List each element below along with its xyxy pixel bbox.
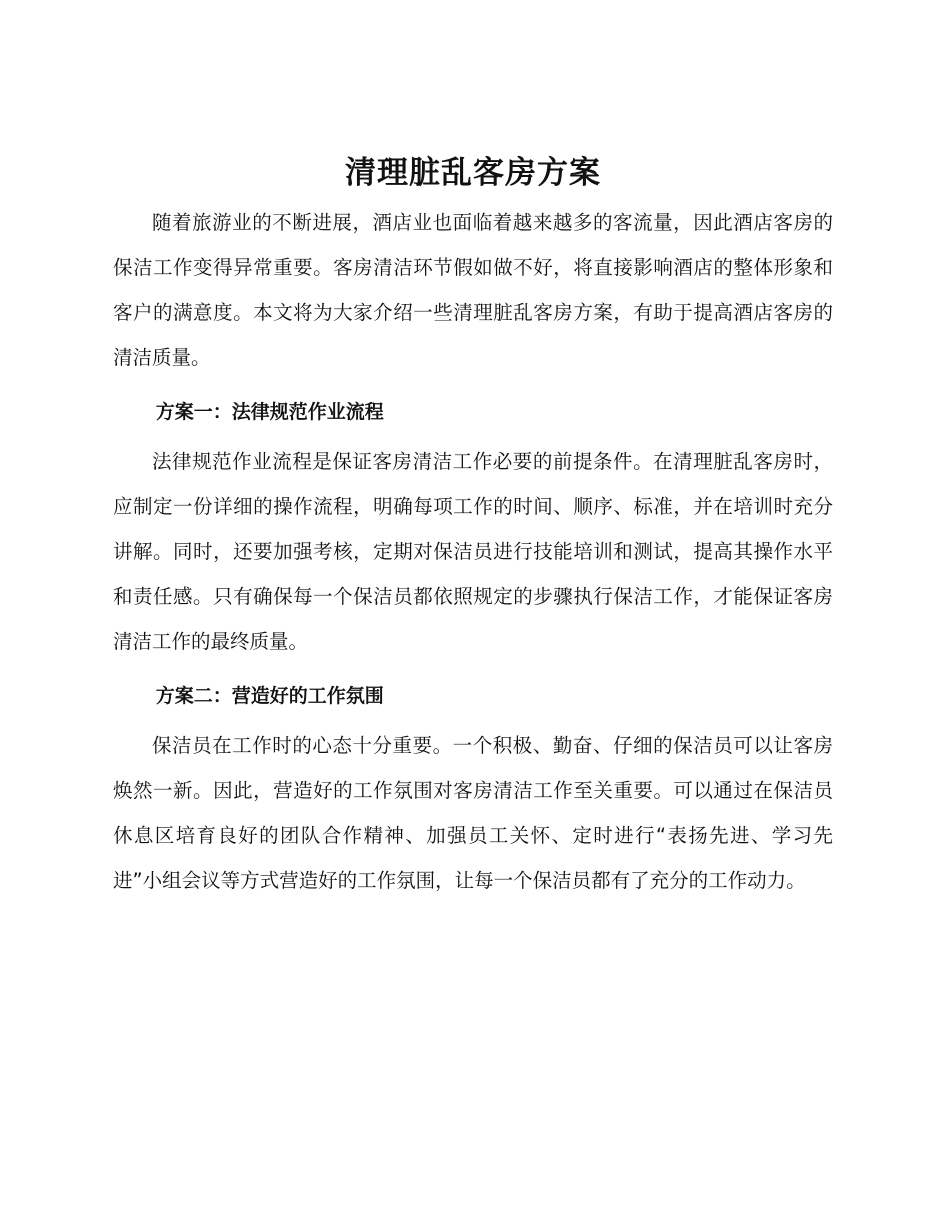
section-body-2: 保洁员在工作时的心态十分重要。一个积极、勤奋、仔细的保洁员可以让客房焕然一新。因此，营造好的工作氛围对客房清洁工作至关重要。可以通过在保洁员休息区培育良好的团队合作精神、加强员工关怀、定时进行“表扬先进、学习先进”小组会议等方式营造好的工作氛围，让每一个保洁员都有了充分的工作动力。 [113,734,833,892]
section-heading-2: 方案二：营造好的工作氛围 [155,685,384,707]
intro-paragraph: 随着旅游业的不断进展，酒店业也面临着越来越多的客流量，因此酒店客房的保洁工作变得异常重要。客房清洁环节假如做不好，将直接影响酒店的整体形象和客户的满意度。本文将为大家介绍一些清理脏乱客房方案，有助于提高酒店客房的清洁质量。 [113,211,833,369]
section-body-1: 法律规范作业流程是保证客房清洁工作必要的前提条件。在清理脏乱客房时，应制定一份详细的操作流程，明确每项工作的时间、顺序、标准，并在培训时充分讲解。同时，还要加强考核，定期对保洁员进行技能培训和测试，提高其操作水平和责任感。只有确保每一个保洁员都依照规定的步骤执行保洁工作，才能保证客房清洁工作的最终质量。 [113,450,833,653]
section-heading-1: 方案一：法律规范作业流程 [155,401,384,423]
document-title: 清理脏乱客房方案 [345,155,601,191]
document-page [113,146,833,903]
